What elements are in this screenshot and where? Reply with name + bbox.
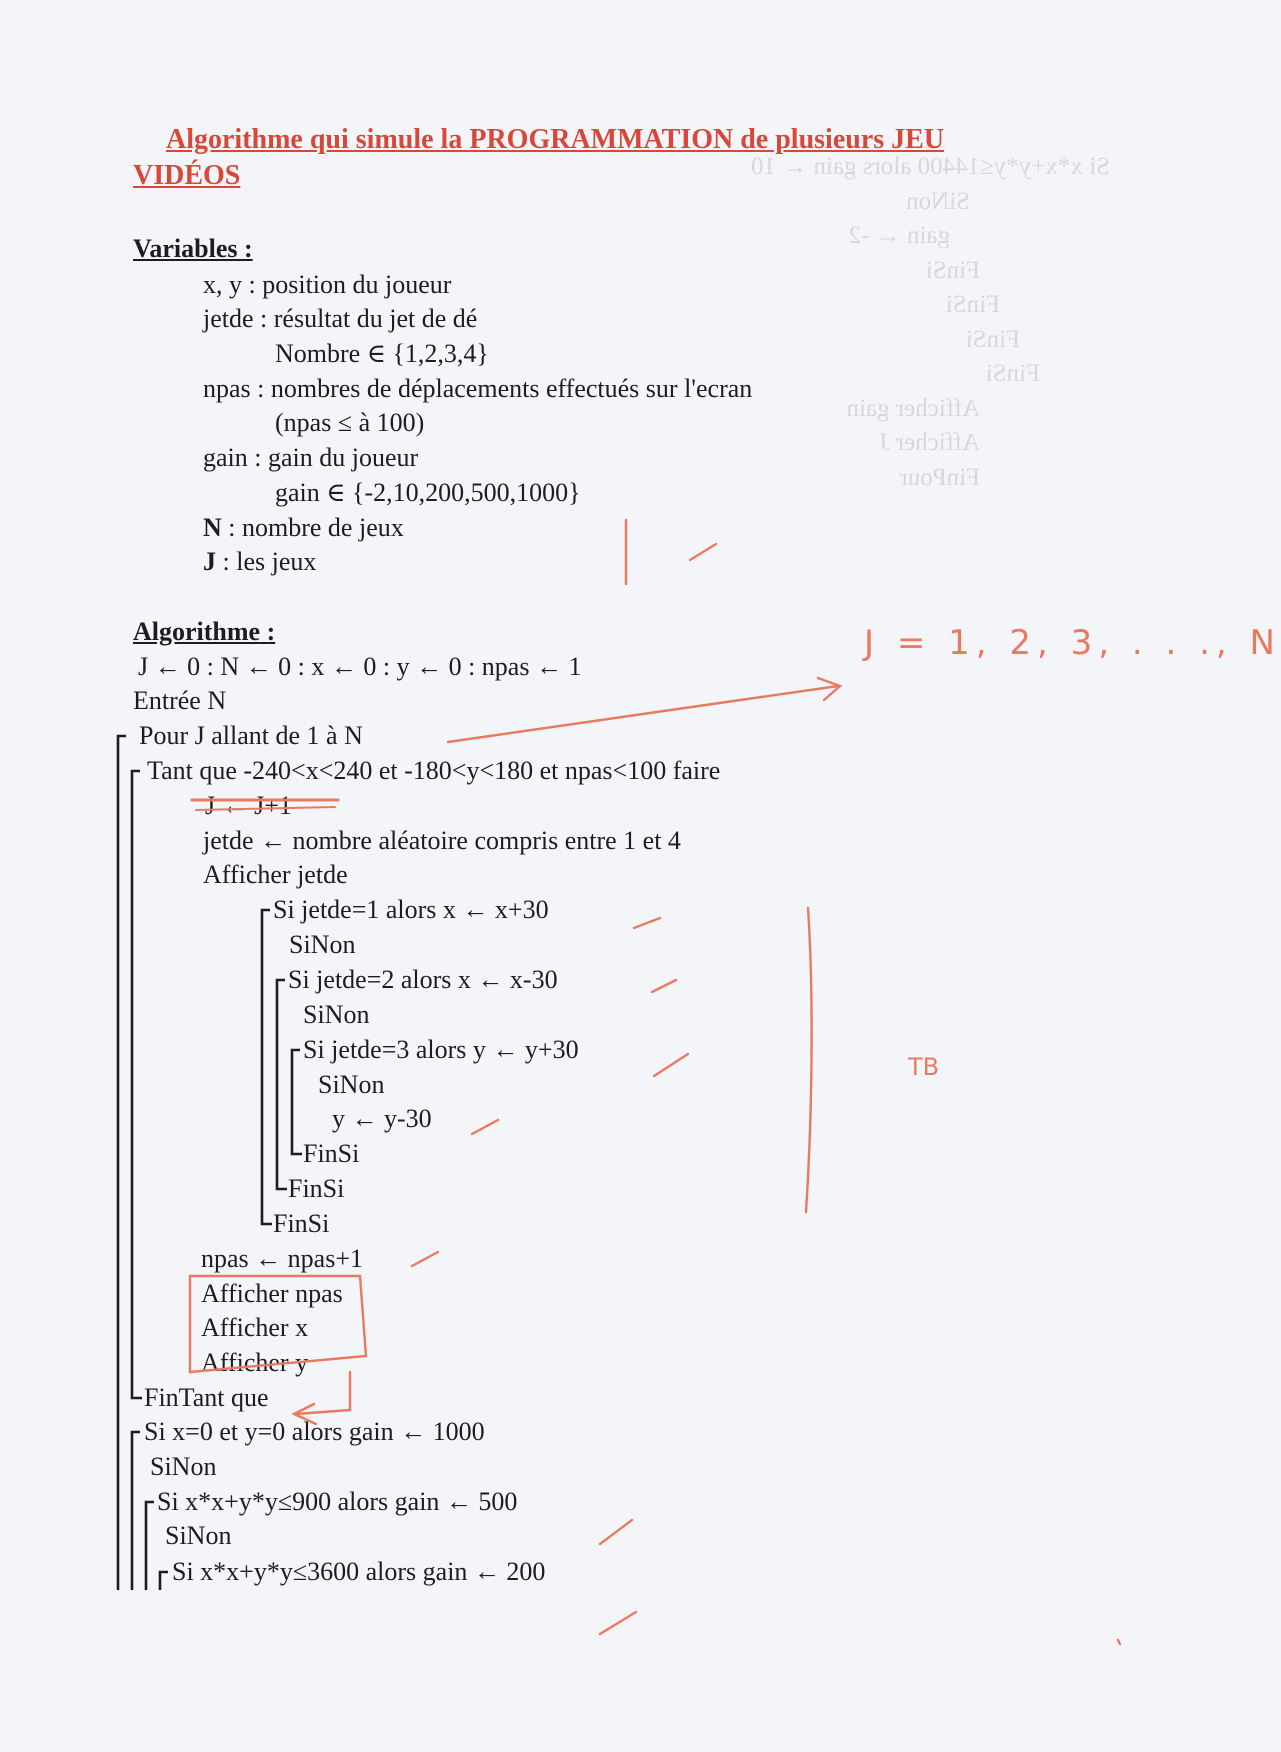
bleed-line: Afficher gain (846, 394, 980, 422)
annotation-grade: TB (908, 1053, 940, 1081)
algo-line: Afficher x (201, 1313, 309, 1342)
variable-line: gain ∈ {-2,10,200,500,1000} (275, 478, 581, 507)
algo-line: Si x*x+y*y≤3600 alors gain ← 200 (172, 1557, 546, 1586)
variable-line: jetde : résultat du jet de dé (203, 304, 478, 333)
bleed-line: FinSi (945, 291, 1000, 318)
bleed-line: SiNon (906, 187, 970, 215)
algo-line: Si x=0 et y=0 alors gain ← 1000 (144, 1417, 485, 1446)
teacher-marks (190, 520, 1120, 1644)
algo-line: J ← 0 : N ← 0 : x ← 0 : y ← 0 : npas ← 1 (138, 652, 582, 681)
algo-line: FinSi (288, 1174, 345, 1203)
algo-line: FinTant que (144, 1383, 269, 1412)
bleed-line: Afficher J (879, 429, 980, 456)
variable-line: x, y : position du joueur (203, 270, 452, 299)
annotation-j-values: J = 1, 2, 3, . . ., N (864, 623, 1281, 663)
algo-line: Afficher y (201, 1348, 309, 1377)
algo-line: Tant que -240<x<240 et -180<y<180 et npas<100 faire (147, 756, 721, 785)
algorithm-heading: Algorithme : (133, 617, 276, 646)
variables-heading: Variables : (133, 234, 253, 263)
title-line-2: VIDÉOS (133, 160, 241, 191)
algo-line: SiNon (318, 1070, 385, 1099)
algo-line: SiNon (165, 1521, 232, 1550)
bleed-line: FinSi (965, 325, 1020, 353)
variable-line: (npas ≤ à 100) (275, 408, 425, 437)
algo-line-crossed: J ← J+1 (205, 791, 292, 820)
variable-line: gain : gain du joueur (203, 443, 419, 472)
algo-line: Si x*x+y*y≤900 alors gain ← 500 (157, 1487, 518, 1516)
algo-line: Entrée N (133, 686, 227, 715)
algo-line: npas ← npas+1 (201, 1244, 363, 1273)
bleed-line: Si x*x+y*y≤14400 alors gain ← 10 (750, 153, 1110, 180)
algo-line: jetde ← nombre aléatoire compris entre 1 et 4 (203, 826, 681, 855)
bleed-line: FinPour (899, 463, 980, 491)
variable-line: npas : nombres de déplacements effectués sur l'ecran (203, 374, 753, 403)
variable-j-text: : les jeux (216, 547, 317, 576)
block-brackets (118, 736, 302, 1590)
algo-line: FinSi (273, 1209, 330, 1238)
algo-line: Si jetde=1 alors x ← x+30 (273, 895, 549, 924)
variable-n-label: N (203, 513, 222, 542)
algo-line: Si jetde=3 alors y ← y+30 (303, 1035, 579, 1064)
algo-line: SiNon (303, 1000, 370, 1029)
algo-line: Pour J allant de 1 à N (139, 721, 363, 750)
variable-line: Nombre ∈ {1,2,3,4} (275, 339, 489, 368)
algo-line: FinSi (303, 1139, 360, 1168)
variable-j-label: J (203, 547, 216, 576)
algo-line: SiNon (289, 930, 356, 959)
title-line-1: Algorithme qui simule la PROGRAMMATION de plusieurs JEU (166, 124, 945, 155)
algo-line: Afficher npas (201, 1279, 343, 1308)
bleed-line: FinSi (925, 256, 980, 284)
variable-n-text: : nombre de jeux (221, 513, 404, 542)
algo-line: Si jetde=2 alors x ← x-30 (288, 965, 558, 994)
algo-line: Afficher jetde (203, 860, 348, 889)
bleed-line: gain ← -2 (848, 222, 950, 249)
algo-line: SiNon (150, 1452, 217, 1481)
bleed-line: FinSi (985, 360, 1040, 387)
algo-line: y ← y-30 (332, 1104, 432, 1133)
